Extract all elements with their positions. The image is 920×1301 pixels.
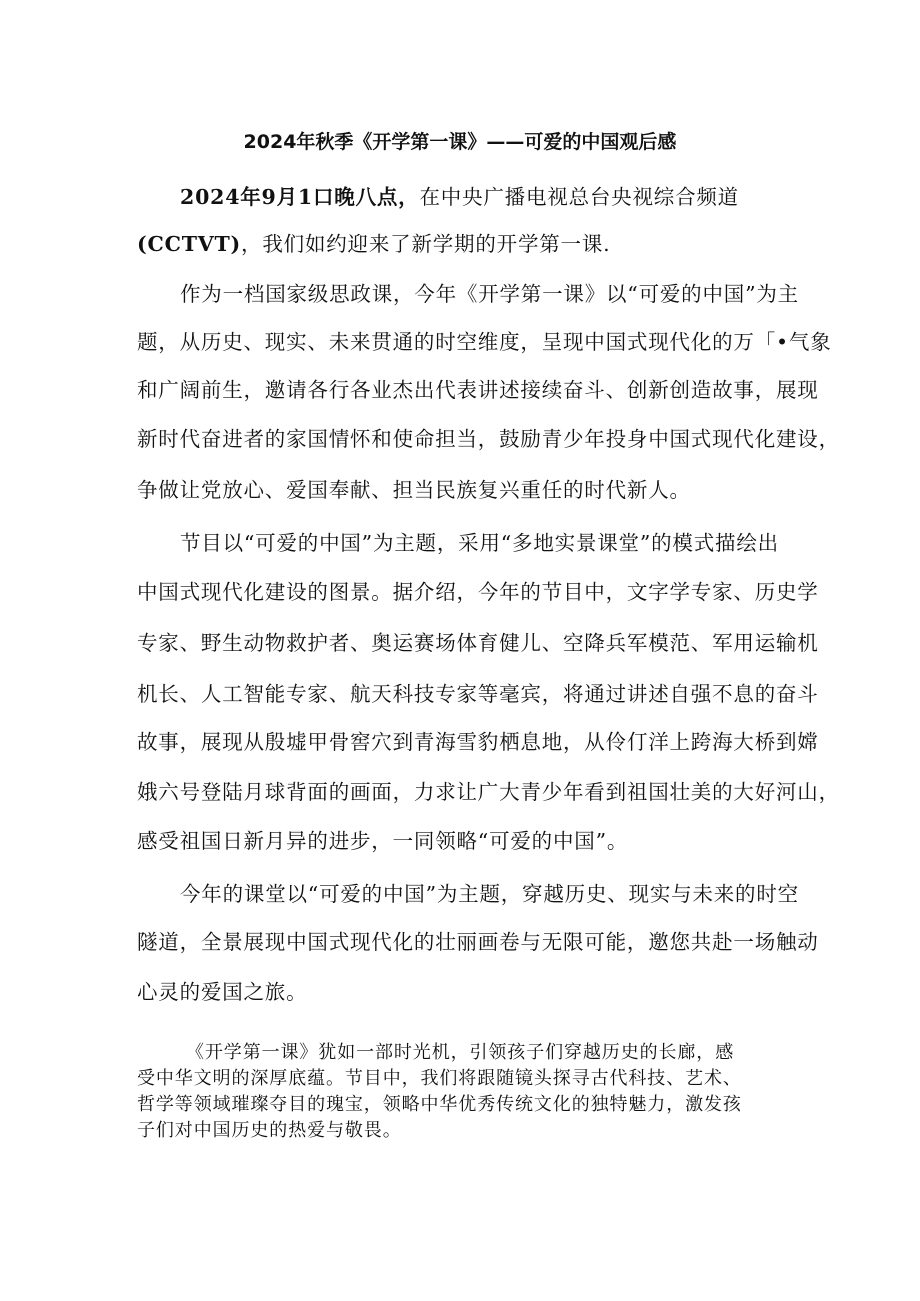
paragraph-2-line: 争做让党放心、爱国奉献、担当民族复兴重任的时代新人。: [137, 478, 691, 502]
paragraph-3-line: 节目以“可爱的中国”为主题，采用“多地实景课堂”的模式描绘出: [180, 531, 779, 555]
paragraph-3-line: 感受祖国日新月异的进步，一同领略“可爱的中国”。: [137, 829, 629, 853]
paragraph-4-line: 隧道，全景展现中国式现代化的壮丽画卷与无限可能，邀您共赴一场触动: [137, 930, 819, 954]
paragraph-3-line: 机长、人工智能专家、航天科技专家等毫宾，将通过讲述自强不息的奋斗: [137, 682, 819, 706]
paragraph-2-line: 作为一档国家级思政课，今年《开学第一课》以“可爱的中国”为主: [180, 282, 799, 306]
paragraph-2-line: 新时代奋进者的家国情怀和使命担当，鼓励青少年投身中国式现代化建设，: [137, 427, 840, 451]
paragraph-1-line-2: [137, 229, 610, 259]
cctv-text: (CCTVT): [137, 232, 242, 256]
document-title: 2024年秋季《开学第一课》——可爱的中国观后感: [243, 131, 677, 153]
paragraph-3-line: 故事，展现从殷墟甲骨窖穴到青海雪豹栖息地，从伶仃洋上跨海大桥到嫦: [137, 730, 819, 754]
paragraph-5-line: 子们对中国历史的热爱与敬畏。: [137, 1120, 402, 1141]
paragraph-4-line: 今年的课堂以“可爱的中国”为主题，穿越历史、现实与未来的时空: [180, 882, 799, 906]
paragraph-5-line: 《开学第一课》犹如一部时光机，引领孩子们穿越历史的长廊，感: [186, 1042, 735, 1063]
paragraph-1-line-1: [180, 182, 739, 212]
paragraph-3-line: 娥六号登陆月球背面的画面，力求让广大青少年看到祖国壮美的大好河山，: [137, 780, 840, 804]
channel-text: 在中央广播电视总台央视综合频道: [419, 185, 739, 209]
paragraph-2-line: 题，从历史、现实、未来贯通的时空维度，呈现中国式现代化的万「•气象: [137, 330, 832, 354]
intro-text: ，我们如约迎来了新学期的开学第一课.: [241, 232, 611, 256]
date-text: 2024年9月1口晚八点，: [180, 185, 420, 209]
paragraph-4-line: 心灵的爱国之旅。: [137, 980, 308, 1004]
paragraph-5-line: 哲学等领域璀璨夺目的瑰宝，领略中华优秀传统文化的独特魅力，激发孩: [137, 1094, 742, 1115]
paragraph-3-line: 中国式现代化建设的图景。据介绍，今年的节目中，文字学专家、历史学: [137, 580, 819, 604]
paragraph-2-line: 和广阔前生，邀请各行各业杰出代表讲述接续奋斗、创新创造故事，展现: [137, 378, 819, 402]
paragraph-3-line: 专家、野生动物救护者、奥运赛场体育健儿、空降兵军模范、军用运输机: [137, 631, 819, 655]
paragraph-5-line: 受中华文明的深厚底蕴。节目中，我们将跟随镜头探寻古代科技、艺术、: [137, 1068, 742, 1089]
